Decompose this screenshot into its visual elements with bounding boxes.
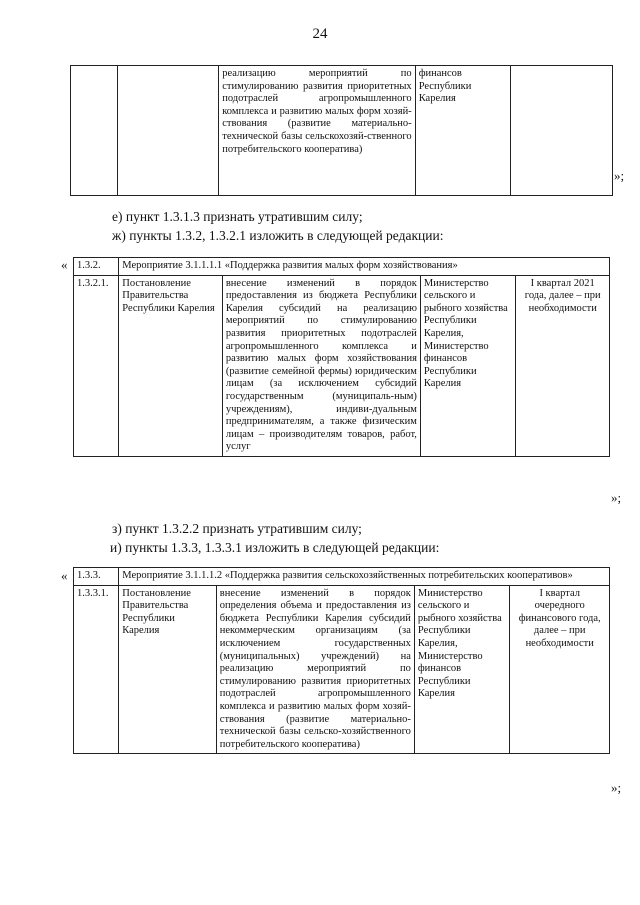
paragraph-zh: ж) пункты 1.3.2, 1.3.2.1 изложить в следующей редакции: — [112, 228, 444, 243]
table-continuation — [70, 65, 613, 196]
paragraph-e: е) пункт 1.3.1.3 признать утратившим силу; — [112, 209, 363, 224]
table-row — [74, 585, 610, 754]
close-quote: »; — [611, 780, 622, 795]
close-quote: »; — [614, 168, 625, 183]
cell-document: Постановление Правительства Республики Карелия — [119, 275, 223, 456]
table-row — [74, 275, 610, 456]
cell-description: внесение изменений в порядок предоставления из бюджета Республики Карелия субсидий на реализацию мероприятий по стимулированию развития приоритетных подотраслей агропромышленного комплекса и развитию малых форм хозяйствования (развитие семейной фермы) юридическим лицам (за исключением субсидий государственным (муниципаль-ным) учреждениям), индиви-дуальным предпринимателям, а также физическим лицам – производителям товаров, работ, услуг — [222, 275, 420, 456]
cell-number: 1.3.2.1. — [74, 275, 119, 456]
cell-number: 1.3.3. — [74, 568, 119, 586]
cell-description: внесение изменений в порядок определения объема и предоставления из бюджета Республики Карелия субсидий некоммерческим организациям (за исключением государственных (муниципальных) учреждений) на реализацию мероприятий по стимулированию развития приоритетных подотраслей агропромышленного комплекса и развитию малых форм хозяй-ствования (развитие материально-технической базы сельско-хозяйственного потребительского кооператива) — [216, 585, 414, 754]
table-measure-1-3-3 — [73, 567, 610, 754]
open-quote: « — [61, 568, 68, 583]
cell-document — [117, 66, 218, 196]
cell-executor: Министерство сельского и рыбного хозяйства Республики Карелия, Министерство финансов Республики Карелия — [420, 275, 516, 456]
cell-title: Мероприятие 3.1.1.1.1 «Поддержка развития малых форм хозяйствования» — [119, 258, 610, 276]
table-row — [71, 66, 613, 196]
page-number: 24 — [312, 26, 328, 42]
cell-term — [511, 66, 613, 196]
cell-title: Мероприятие 3.1.1.1.2 «Поддержка развития сельскохозяйственных потребительских кооперативов» — [119, 568, 610, 586]
close-quote: »; — [611, 490, 622, 505]
table-row — [74, 258, 610, 276]
cell-number — [71, 66, 118, 196]
open-quote: « — [61, 257, 68, 272]
table-measure-1-3-2 — [73, 257, 610, 457]
paragraph-i: и) пункты 1.3.3, 1.3.3.1 изложить в следующей редакции: — [110, 540, 440, 555]
cell-number: 1.3.3.1. — [74, 585, 119, 754]
cell-description: реализацию мероприятий по стимулированию развития приоритетных подотраслей агропромышленного комплекса и развитию малых форм хозяй-ствования (развитие материально-технической базы сельскохозяй-ственного потребительского кооператива) — [219, 66, 415, 196]
cell-number: 1.3.2. — [74, 258, 119, 276]
cell-executor: финансов Республики Карелия — [415, 66, 511, 196]
paragraph-z: з) пункт 1.3.2.2 признать утратившим силу; — [112, 521, 362, 536]
cell-executor: Министерство сельского и рыбного хозяйства Республики Карелия, Министерство финансов Республики Карелия — [414, 585, 510, 754]
cell-term: I квартал очередного финансового года, далее – при необходимости — [510, 585, 610, 754]
table-row — [74, 568, 610, 586]
cell-term: I квартал 2021 года, далее – при необходимости — [516, 275, 610, 456]
cell-document: Постановление Правительства Республики Карелия — [119, 585, 217, 754]
